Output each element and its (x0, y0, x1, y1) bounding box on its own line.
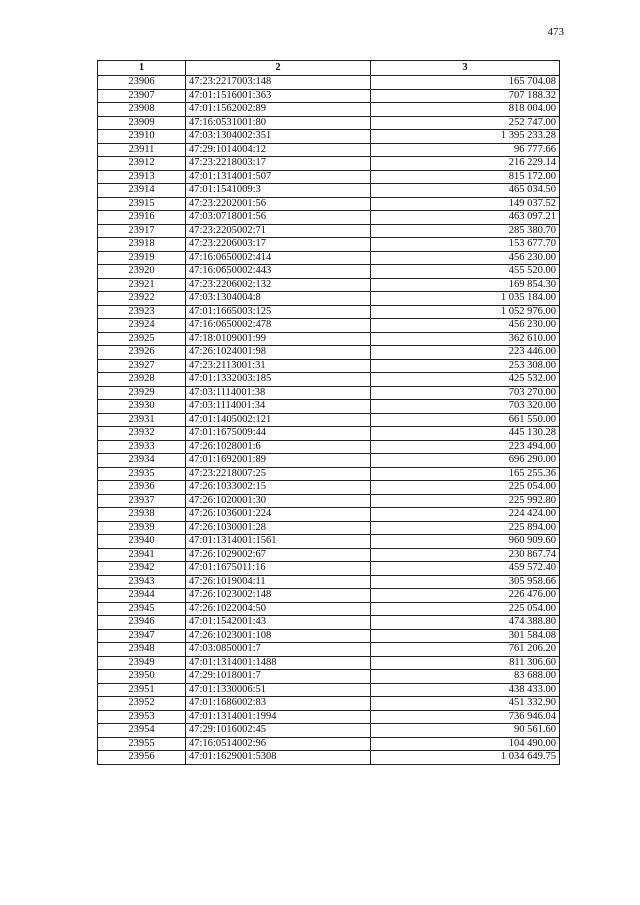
table-row (98, 562, 560, 576)
cadastral-number-cell: 47:16:0650002:443 (186, 265, 371, 279)
value-cell: 465 034.50 (371, 184, 560, 198)
row-number-cell: 23915 (98, 197, 186, 211)
row-number-cell: 23908 (98, 103, 186, 117)
value-cell: 223 446.00 (371, 346, 560, 360)
value-cell: 1 395 233.28 (371, 130, 560, 144)
row-number-cell: 23916 (98, 211, 186, 225)
value-cell: 456 230.00 (371, 251, 560, 265)
value-cell: 165 255.36 (371, 467, 560, 481)
value-cell: 305 958.66 (371, 575, 560, 589)
value-cell: 226 476.00 (371, 589, 560, 603)
value-cell: 224 424.00 (371, 508, 560, 522)
cadastral-number-cell: 47:16:0650002:478 (186, 319, 371, 333)
row-number-cell: 23922 (98, 292, 186, 306)
cadastral-number-cell: 47:26:1030001:28 (186, 521, 371, 535)
table-row (98, 670, 560, 684)
cadastral-number-cell: 47:26:1022004:50 (186, 602, 371, 616)
cadastral-number-cell: 47:26:1023001:108 (186, 629, 371, 643)
value-cell: 451 332.90 (371, 697, 560, 711)
table-row (98, 278, 560, 292)
table-row (98, 319, 560, 333)
value-cell: 818 004.00 (371, 103, 560, 117)
value-cell: 736 946.04 (371, 710, 560, 724)
row-number-cell: 23955 (98, 737, 186, 751)
row-number-cell: 23948 (98, 643, 186, 657)
row-number-cell: 23937 (98, 494, 186, 508)
value-cell: 253 308.00 (371, 359, 560, 373)
table-row (98, 697, 560, 711)
table-row (98, 400, 560, 414)
table-header-row (98, 61, 560, 76)
value-cell: 703 320.00 (371, 400, 560, 414)
table-row (98, 265, 560, 279)
table-row (98, 724, 560, 738)
value-cell: 455 520.00 (371, 265, 560, 279)
cadastral-number-cell: 47:01:1314001:1561 (186, 535, 371, 549)
value-cell: 445 130.28 (371, 427, 560, 441)
cadastral-number-cell: 47:29:1014004:12 (186, 143, 371, 157)
value-cell: 149 037.52 (371, 197, 560, 211)
value-cell: 463 097.21 (371, 211, 560, 225)
cadastral-number-cell: 47:01:1675011:16 (186, 562, 371, 576)
value-cell: 811 306.60 (371, 656, 560, 670)
cadastral-number-cell: 47:26:1029002:67 (186, 548, 371, 562)
row-number-cell: 23951 (98, 683, 186, 697)
cadastral-number-cell: 47:01:1629001:5308 (186, 751, 371, 765)
row-number-cell: 23939 (98, 521, 186, 535)
cadastral-number-cell: 47:23:2218003:17 (186, 157, 371, 171)
value-cell: 1 034 649.75 (371, 751, 560, 765)
cadastral-number-cell: 47:23:2205002:71 (186, 224, 371, 238)
cadastral-number-cell: 47:23:2217003:148 (186, 76, 371, 90)
value-cell: 459 572.40 (371, 562, 560, 576)
table-row (98, 238, 560, 252)
cadastral-number-cell: 47:01:1330006:51 (186, 683, 371, 697)
table-row (98, 197, 560, 211)
value-cell: 1 052 976.00 (371, 305, 560, 319)
value-cell: 285 380.70 (371, 224, 560, 238)
value-cell: 960 909.60 (371, 535, 560, 549)
row-number-cell: 23906 (98, 76, 186, 90)
cadastral-number-cell: 47:16:0650002:414 (186, 251, 371, 265)
row-number-cell: 23913 (98, 170, 186, 184)
cadastral-number-cell: 47:18:0109001:99 (186, 332, 371, 346)
row-number-cell: 23910 (98, 130, 186, 144)
table-row (98, 467, 560, 481)
table-row (98, 629, 560, 643)
value-cell: 474 388.80 (371, 616, 560, 630)
table-row (98, 184, 560, 198)
row-number-cell: 23933 (98, 440, 186, 454)
cadastral-number-cell: 47:03:1304002:351 (186, 130, 371, 144)
table-row (98, 602, 560, 616)
value-cell: 703 270.00 (371, 386, 560, 400)
value-cell: 301 584.08 (371, 629, 560, 643)
row-number-cell: 23911 (98, 143, 186, 157)
row-number-cell: 23944 (98, 589, 186, 603)
value-cell: 661 550.00 (371, 413, 560, 427)
column-header-1: 1 (98, 61, 186, 76)
row-number-cell: 23941 (98, 548, 186, 562)
value-cell: 815 172.00 (371, 170, 560, 184)
table-row (98, 89, 560, 103)
table-row (98, 251, 560, 265)
cadastral-number-cell: 47:03:1114001:34 (186, 400, 371, 414)
table-row (98, 116, 560, 130)
cadastral-number-cell: 47:01:1314001:1488 (186, 656, 371, 670)
table-row (98, 751, 560, 765)
row-number-cell: 23936 (98, 481, 186, 495)
value-cell: 223 494.00 (371, 440, 560, 454)
value-cell: 225 894.00 (371, 521, 560, 535)
table-row (98, 413, 560, 427)
column-header-3: 3 (371, 61, 560, 76)
cadastral-number-cell: 47:01:1314001:1994 (186, 710, 371, 724)
cadastral-number-cell: 47:01:1692001:89 (186, 454, 371, 468)
value-cell: 425 532.00 (371, 373, 560, 387)
value-cell: 456 230.00 (371, 319, 560, 333)
row-number-cell: 23923 (98, 305, 186, 319)
row-number-cell: 23920 (98, 265, 186, 279)
cadastral-number-cell: 47:26:1019004:11 (186, 575, 371, 589)
table-row (98, 373, 560, 387)
row-number-cell: 23942 (98, 562, 186, 576)
cadastral-number-cell: 47:01:1332003:185 (186, 373, 371, 387)
row-number-cell: 23938 (98, 508, 186, 522)
row-number-cell: 23940 (98, 535, 186, 549)
cadastral-number-cell: 47:29:1018001:7 (186, 670, 371, 684)
cadastral-number-cell: 47:01:1405002:121 (186, 413, 371, 427)
row-number-cell: 23945 (98, 602, 186, 616)
table-row (98, 292, 560, 306)
row-number-cell: 23956 (98, 751, 186, 765)
table-row (98, 616, 560, 630)
cadastral-number-cell: 47:01:1675009:44 (186, 427, 371, 441)
row-number-cell: 23921 (98, 278, 186, 292)
table-row (98, 130, 560, 144)
row-number-cell: 23924 (98, 319, 186, 333)
row-number-cell: 23909 (98, 116, 186, 130)
row-number-cell: 23907 (98, 89, 186, 103)
table-row (98, 589, 560, 603)
row-number-cell: 23954 (98, 724, 186, 738)
value-cell: 216 229.14 (371, 157, 560, 171)
value-cell: 1 035 184.00 (371, 292, 560, 306)
value-cell: 90 561.60 (371, 724, 560, 738)
cadastral-number-cell: 47:01:1562002:89 (186, 103, 371, 117)
value-cell: 225 992.80 (371, 494, 560, 508)
row-number-cell: 23934 (98, 454, 186, 468)
value-cell: 225 054.00 (371, 481, 560, 495)
row-number-cell: 23912 (98, 157, 186, 171)
cadastral-number-cell: 47:16:0531001:80 (186, 116, 371, 130)
cadastral-number-cell: 47:01:1542001:43 (186, 616, 371, 630)
cadastral-number-cell: 47:26:1033002:15 (186, 481, 371, 495)
row-number-cell: 23917 (98, 224, 186, 238)
table-row (98, 305, 560, 319)
table-row (98, 440, 560, 454)
table-row (98, 683, 560, 697)
cadastral-number-cell: 47:26:1028001:6 (186, 440, 371, 454)
value-cell: 696 290.00 (371, 454, 560, 468)
table-row (98, 76, 560, 90)
table-row (98, 170, 560, 184)
cadastral-number-cell: 47:03:0850001:7 (186, 643, 371, 657)
cadastral-number-cell: 47:03:0718001:56 (186, 211, 371, 225)
cadastral-number-cell: 47:01:1516001:363 (186, 89, 371, 103)
table-row (98, 710, 560, 724)
value-cell: 225 054.00 (371, 602, 560, 616)
table-row (98, 643, 560, 657)
row-number-cell: 23953 (98, 710, 186, 724)
cadastral-number-cell: 47:01:1541009:3 (186, 184, 371, 198)
cadastral-number-cell: 47:03:1114001:38 (186, 386, 371, 400)
row-number-cell: 23950 (98, 670, 186, 684)
cadastral-number-cell: 47:01:1686002:83 (186, 697, 371, 711)
row-number-cell: 23947 (98, 629, 186, 643)
page-number: 473 (547, 26, 564, 38)
cadastral-number-cell: 47:23:2202001:56 (186, 197, 371, 211)
table-row (98, 494, 560, 508)
table-row (98, 521, 560, 535)
row-number-cell: 23929 (98, 386, 186, 400)
cadastral-number-cell: 47:23:2113001:31 (186, 359, 371, 373)
table-row (98, 656, 560, 670)
cadastral-number-cell: 47:03:1304004:8 (186, 292, 371, 306)
table-body (98, 76, 560, 765)
cadastral-number-cell: 47:26:1036001:224 (186, 508, 371, 522)
row-number-cell: 23926 (98, 346, 186, 360)
table-row (98, 454, 560, 468)
row-number-cell: 23943 (98, 575, 186, 589)
row-number-cell: 23935 (98, 467, 186, 481)
cadastral-number-cell: 47:16:0514002:96 (186, 737, 371, 751)
row-number-cell: 23918 (98, 238, 186, 252)
cadastral-number-cell: 47:23:2206002:132 (186, 278, 371, 292)
value-cell: 707 188.32 (371, 89, 560, 103)
row-number-cell: 23919 (98, 251, 186, 265)
data-table (97, 60, 560, 765)
value-cell: 761 206.20 (371, 643, 560, 657)
value-cell: 153 677.70 (371, 238, 560, 252)
cadastral-number-cell: 47:26:1020001:30 (186, 494, 371, 508)
table-row (98, 508, 560, 522)
cadastral-number-cell: 47:01:1314001:507 (186, 170, 371, 184)
cadastral-number-cell: 47:23:2218007:25 (186, 467, 371, 481)
table-row (98, 332, 560, 346)
row-number-cell: 23949 (98, 656, 186, 670)
value-cell: 83 688.00 (371, 670, 560, 684)
cadastral-number-cell: 47:26:1023002:148 (186, 589, 371, 603)
table-row (98, 157, 560, 171)
table-row (98, 481, 560, 495)
row-number-cell: 23930 (98, 400, 186, 414)
cadastral-number-cell: 47:23:2206003:17 (186, 238, 371, 252)
table-row (98, 427, 560, 441)
table-row (98, 535, 560, 549)
column-header-2: 2 (186, 61, 371, 76)
value-cell: 165 704.08 (371, 76, 560, 90)
row-number-cell: 23946 (98, 616, 186, 630)
cadastral-number-cell: 47:26:1024001:98 (186, 346, 371, 360)
row-number-cell: 23925 (98, 332, 186, 346)
table-row (98, 103, 560, 117)
table-row (98, 211, 560, 225)
row-number-cell: 23914 (98, 184, 186, 198)
table-row (98, 143, 560, 157)
table-row (98, 548, 560, 562)
table-row (98, 737, 560, 751)
row-number-cell: 23931 (98, 413, 186, 427)
row-number-cell: 23932 (98, 427, 186, 441)
value-cell: 438 433.00 (371, 683, 560, 697)
value-cell: 252 747.00 (371, 116, 560, 130)
table-row (98, 575, 560, 589)
row-number-cell: 23952 (98, 697, 186, 711)
value-cell: 96 777.66 (371, 143, 560, 157)
value-cell: 104 490.00 (371, 737, 560, 751)
table-row (98, 359, 560, 373)
table-row (98, 386, 560, 400)
value-cell: 362 610.00 (371, 332, 560, 346)
row-number-cell: 23927 (98, 359, 186, 373)
cadastral-number-cell: 47:29:1016002:45 (186, 724, 371, 738)
value-cell: 169 854.30 (371, 278, 560, 292)
table-row (98, 224, 560, 238)
row-number-cell: 23928 (98, 373, 186, 387)
value-cell: 230 867.74 (371, 548, 560, 562)
cadastral-number-cell: 47:01:1665003:125 (186, 305, 371, 319)
table-row (98, 346, 560, 360)
